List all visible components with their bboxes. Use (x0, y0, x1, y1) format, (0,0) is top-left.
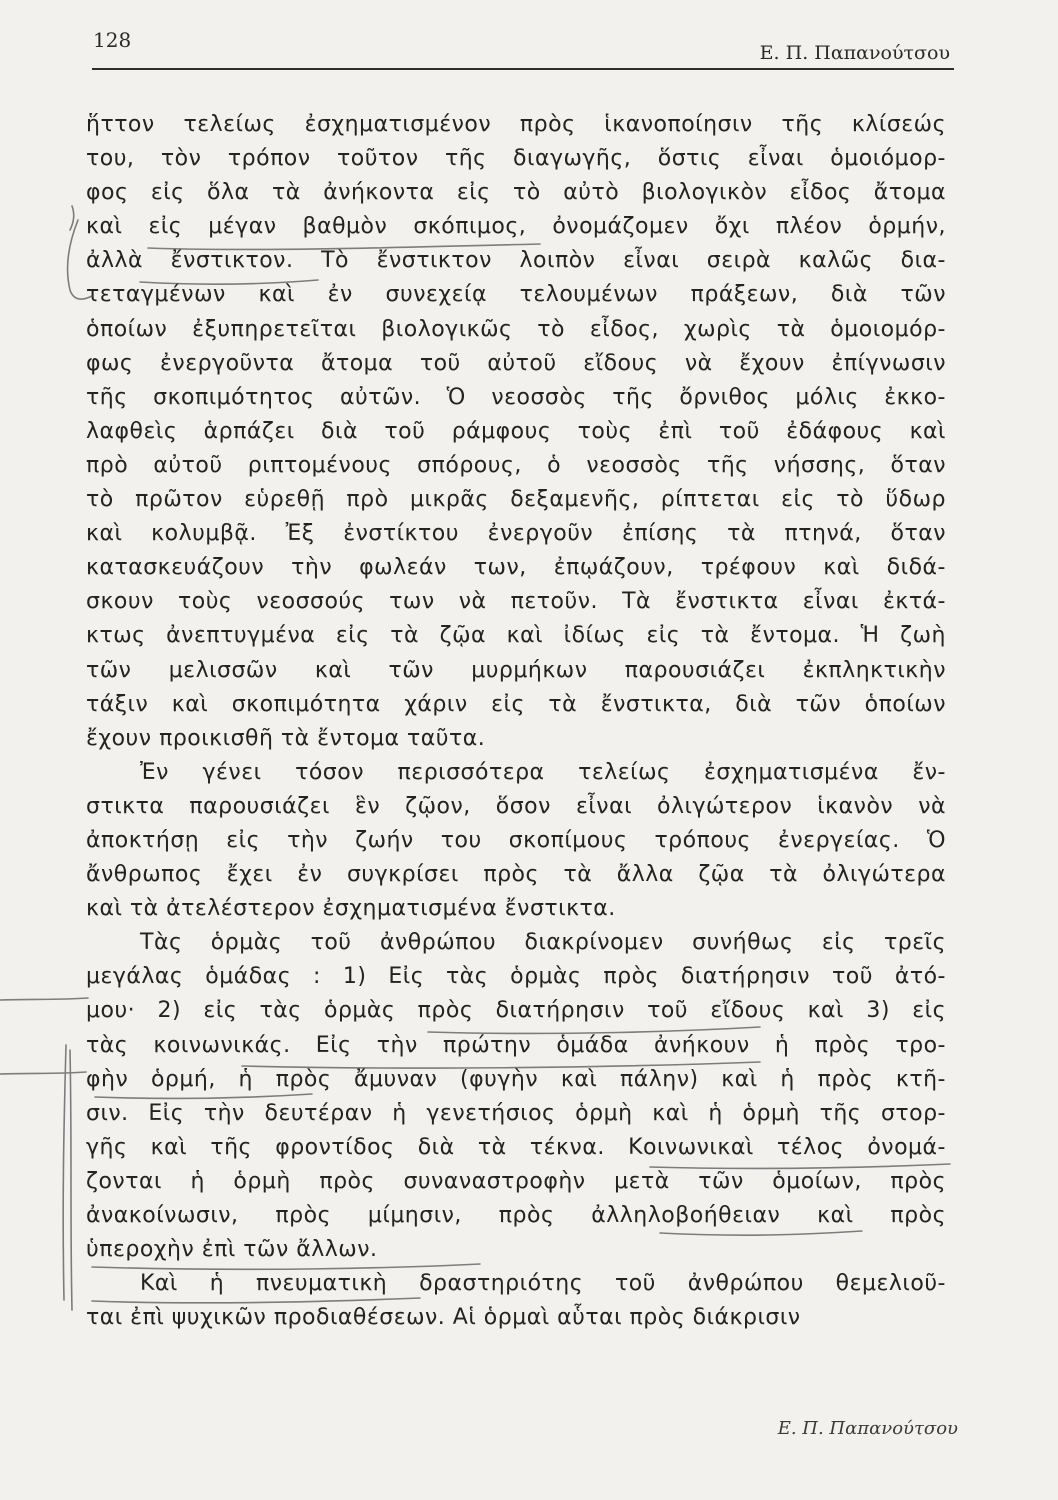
margin-stroke-mark (0, 1072, 86, 1074)
text-line: τὸ πρῶτον εὑρεθῇ πρὸ μικρᾶς δεξαμενῆς, ρίπτεται εἰς τὸ ὕδωρ (86, 487, 946, 513)
text-line: κτως ἀνεπτυγμένα εἰς τὰ ζῷα καὶ ἰδίως εἰς τὰ ἔντομα. Ἡ ζωὴ (86, 623, 946, 649)
text-line: Ἐν γένει τόσον περισσότερα τελείως ἐσχηματισμένα ἔν- (140, 759, 946, 785)
running-head: Ε. Π. Παπανούτσου (759, 42, 950, 64)
text-line: στικτα παρουσιάζει ἓν ζῷον, ὅσον εἶναι ὀλιγώτερον ἱκανὸν νὰ (86, 793, 946, 819)
body-text (86, 108, 946, 1335)
text-line: ἀλλὰ ἔνστικτον. Τὸ ἔνστικτον λοιπὸν εἶναι σειρὰ καλῶς δια- (86, 248, 946, 274)
text-line: ζονται ἡ ὁρμὴ πρὸς συναναστροφὴν μετὰ τῶν ὁμοίων, πρὸς (86, 1168, 946, 1194)
margin-stroke-mark (0, 998, 88, 1000)
header-rule (92, 68, 954, 70)
text-line: καὶ εἰς μέγαν βαθμὸν σκόπιμος, ὀνομάζομεν ὄχι πλέον ὁρμήν, (86, 214, 946, 240)
margin-tick-mark (70, 206, 74, 230)
text-line: Τὰς ὁρμὰς τοῦ ἀνθρώπου διακρίνομεν συνήθως εἰς τρεῖς (140, 930, 946, 956)
text-line: φος εἰς ὅλα τὰ ἀνήκοντα εἰς τὸ αὐτὸ βιολογικὸν εἶδος ἄτομα (86, 180, 946, 206)
paragraph (86, 108, 946, 756)
paragraph (86, 1267, 946, 1335)
text-line: ὁποίων ἐξυπηρετεῖται βιολογικῶς τὸ εἶδος, χωρὶς τὰ ὁμοιομόρ- (86, 316, 946, 342)
text-line: τὰς κοινωνικάς. Εἰς τὴν πρώτην ὁμάδα ἀνήκουν ἡ πρὸς τρο- (86, 1032, 946, 1058)
text-line: σιν. Εἰς τὴν δευτέραν ἡ γενετήσιος ὁρμὴ καὶ ἡ ὁρμὴ τῆς στορ- (86, 1100, 946, 1126)
paragraph (86, 926, 946, 1267)
text-line: ται ἐπὶ ψυχικῶν προδιαθέσεων. Αἱ ὁρμαὶ αὗται πρὸς διάκρισιν (86, 1305, 801, 1331)
margin-bar-mark (70, 1050, 72, 1310)
text-line: τῶν μελισσῶν καὶ τῶν μυρμήκων παρουσιάζει ἐκπληκτικὴν (86, 657, 946, 683)
text-line: μου· 2) εἰς τὰς ὁρμὰς πρὸς διατήρησιν τοῦ εἴδους καὶ 3) εἰς (86, 998, 946, 1024)
text-line: γῆς καὶ τῆς φροντίδος διὰ τὰ τέκνα. Κοινωνικαὶ τέλος ὀνομά- (86, 1134, 946, 1160)
text-line: ἀνακοίνωσιν, πρὸς μίμησιν, πρὸς ἀλληλοβοήθειαν καὶ πρὸς (86, 1203, 946, 1228)
paragraph (86, 756, 946, 926)
text-line: φως ἐνεργοῦντα ἄτομα τοῦ αὐτοῦ εἴδους νὰ ἔχουν ἐπίγνωσιν (86, 350, 946, 376)
text-line: μεγάλας ὁμάδας : 1) Εἰς τὰς ὁρμὰς πρὸς διατήρησιν τοῦ ἀτό- (86, 964, 946, 990)
text-line: φὴν ὁρμή, ἡ πρὸς ἄμυναν (φυγὴν καὶ πάλην) καὶ ἡ πρὸς κτῆ- (86, 1066, 946, 1092)
text-line: τεταγμένων καὶ ἐν συνεχείᾳ τελουμένων πράξεων, διὰ τῶν (86, 282, 946, 308)
text-line: λαφθεὶς ἁρπάζει διὰ τοῦ ράμφους τοὺς ἐπὶ τοῦ ἐδάφους καὶ (86, 418, 946, 444)
text-line: τῆς σκοπιμότητος αὐτῶν. Ὁ νεοσσὸς τῆς ὄρνιθος μόλις ἐκκο- (86, 384, 946, 410)
text-line: καὶ τὰ ἀτελέστερον ἐσχηματισμένα ἔνστικτα. (86, 896, 616, 922)
text-line: ἀποκτήσῃ εἰς τὴν ζωήν του σκοπίμους τρόπους ἐνεργείας. Ὁ (86, 827, 946, 853)
text-line: του, τὸν τρόπον τοῦτον τῆς διαγωγῆς, ὅστις εἶναι ὁμοιόμορ- (86, 146, 946, 172)
text-line: Καὶ ἡ πνευματικὴ δραστηριότης τοῦ ἀνθρώπου θεμελιοῦ- (140, 1271, 946, 1297)
footer-author: Ε. Π. Παπανούτσου (777, 1418, 958, 1439)
text-line: ὑπεροχὴν ἐπὶ τῶν ἄλλων. (86, 1237, 378, 1263)
text-line: κατασκευάζουν τὴν φωλεάν των, ἐπῳάζουν, τρέφουν καὶ διδά- (86, 555, 946, 581)
page-number: 128 (93, 28, 132, 52)
text-line: ἥττον τελείως ἐσχηματισμένον πρὸς ἱκανοποίησιν τῆς κλίσεώς (86, 112, 946, 137)
margin-bar-mark (63, 1045, 66, 1300)
text-line: τάξιν καὶ σκοπιμότητα χάριν εἰς τὰ ἔνστικτα, διὰ τῶν ὁποίων (86, 691, 946, 717)
text-line: σκουν τοὺς νεοσσούς των νὰ πετοῦν. Τὰ ἔνστικτα εἶναι ἐκτά- (86, 589, 946, 615)
text-line: καὶ κολυμβᾷ. Ἐξ ἐνστίκτου ἐνεργοῦν ἐπίσης τὰ πτηνά, ὅταν (86, 521, 946, 547)
text-line: ἔχουν προικισθῆ τὰ ἔντομα ταῦτα. (86, 725, 486, 751)
text-line: πρὸ αὐτοῦ ριπτομένους σπόρους, ὁ νεοσσὸς τῆς νήσσης, ὅταν (86, 452, 946, 478)
text-line: ἄνθρωπος ἔχει ἐν συγκρίσει πρὸς τὰ ἄλλα ζῷα τὰ ὀλιγώτερα (86, 862, 946, 888)
